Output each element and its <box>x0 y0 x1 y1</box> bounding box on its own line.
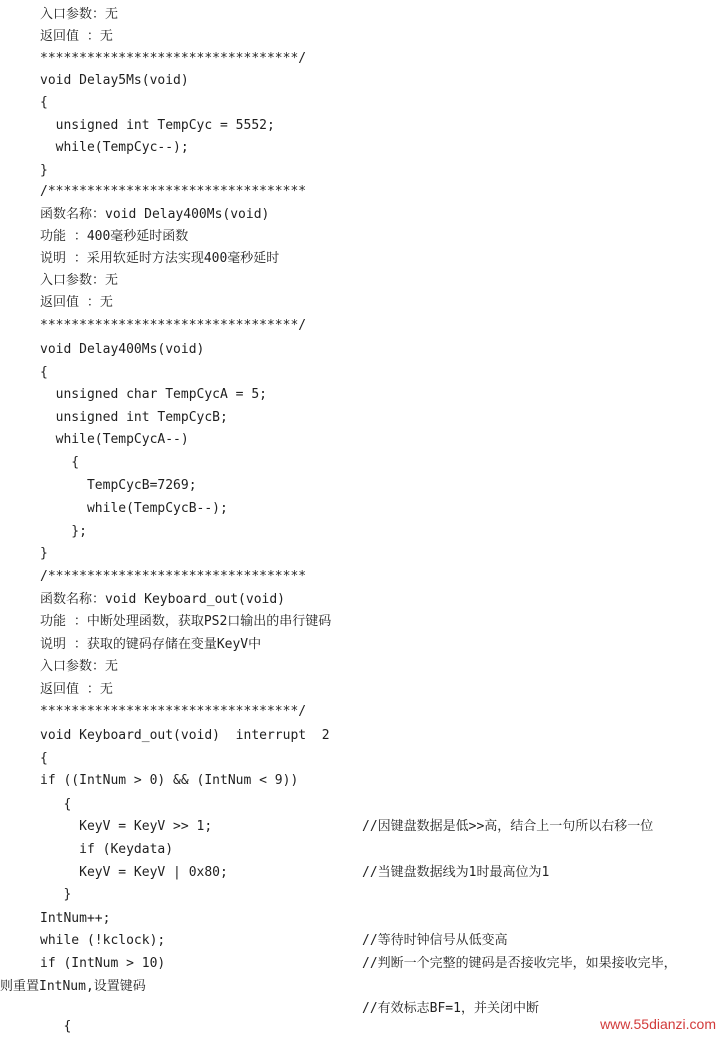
inline-comment: //当键盘数据线为1时最高位为1 <box>362 865 550 880</box>
code-line: 入口参数：无 <box>40 7 119 22</box>
code-line: 入口参数：无 <box>40 659 119 674</box>
wrapped-comment-line: 则重置IntNum,设置键码 <box>0 979 146 994</box>
code-line: 功能 ：中断处理函数，获取PS2口输出的串行键码 <box>40 614 332 629</box>
code-line: while(TempCycB--); <box>40 501 228 516</box>
code-line: while(TempCyc--); <box>40 140 189 155</box>
inline-comment: //判断一个完整的键码是否接收完毕，如果接收完毕， <box>362 956 677 971</box>
code-line: if (IntNum > 10) <box>40 956 166 971</box>
inline-comment: //有效标志BF=1，并关闭中断 <box>362 1001 539 1016</box>
code-line: } <box>40 546 48 561</box>
code-line: { <box>40 751 48 766</box>
code-line: KeyV = KeyV >> 1; <box>40 819 213 834</box>
code-line: { <box>40 95 48 110</box>
comment-banner: /********************************* <box>40 184 307 199</box>
code-line: 函数名称：void Delay400Ms(void) <box>40 207 270 222</box>
inline-comment: //因键盘数据是低>>高，结合上一句所以右移一位 <box>362 819 654 834</box>
code-line: unsigned char TempCycA = 5; <box>40 387 267 402</box>
comment-banner: *********************************/ <box>40 704 307 719</box>
code-line: { <box>40 797 72 812</box>
code-line: KeyV = KeyV | 0x80; <box>40 865 228 880</box>
code-line: if ((IntNum > 0) && (IntNum < 9)) <box>40 773 299 788</box>
code-line: 入口参数：无 <box>40 273 119 288</box>
inline-comment: //等待时钟信号从低变高 <box>362 933 508 948</box>
code-line: 函数名称：void Keyboard_out(void) <box>40 592 286 607</box>
code-line: TempCycB=7269; <box>40 478 197 493</box>
code-line: 返回值 ：无 <box>40 295 113 310</box>
code-line: { <box>40 365 48 380</box>
code-line: 说明 ：采用软延时方法实现400毫秒延时 <box>40 251 280 266</box>
code-line: 返回值 ：无 <box>40 29 113 44</box>
code-line: 功能 ：400毫秒延时函数 <box>40 229 189 244</box>
code-line: }; <box>40 524 87 539</box>
code-line: *********************************/ <box>40 51 307 66</box>
code-line: void Delay400Ms(void) <box>40 342 205 357</box>
code-line: while(TempCycA--) <box>40 432 189 447</box>
code-line: if (Keydata) <box>40 842 174 857</box>
code-line: while (!kclock); <box>40 933 166 948</box>
code-line: 说明 ：获取的键码存储在变量KeyV中 <box>40 637 262 652</box>
code-line: { <box>40 455 80 470</box>
site-watermark: www.55dianzi.com <box>600 1016 716 1032</box>
code-line: } <box>40 163 48 178</box>
comment-banner: *********************************/ <box>40 318 307 333</box>
code-line: void Delay5Ms(void) <box>40 73 189 88</box>
code-line: } <box>40 887 72 902</box>
code-line: { <box>40 1019 72 1034</box>
code-line: 返回值 ：无 <box>40 682 113 697</box>
comment-banner: /********************************* <box>40 569 307 584</box>
code-line: unsigned int TempCycB; <box>40 410 228 425</box>
code-line: unsigned int TempCyc = 5552; <box>40 118 275 133</box>
code-line: IntNum++; <box>40 911 111 926</box>
code-line: void Keyboard_out(void) interrupt 2 <box>40 728 330 743</box>
